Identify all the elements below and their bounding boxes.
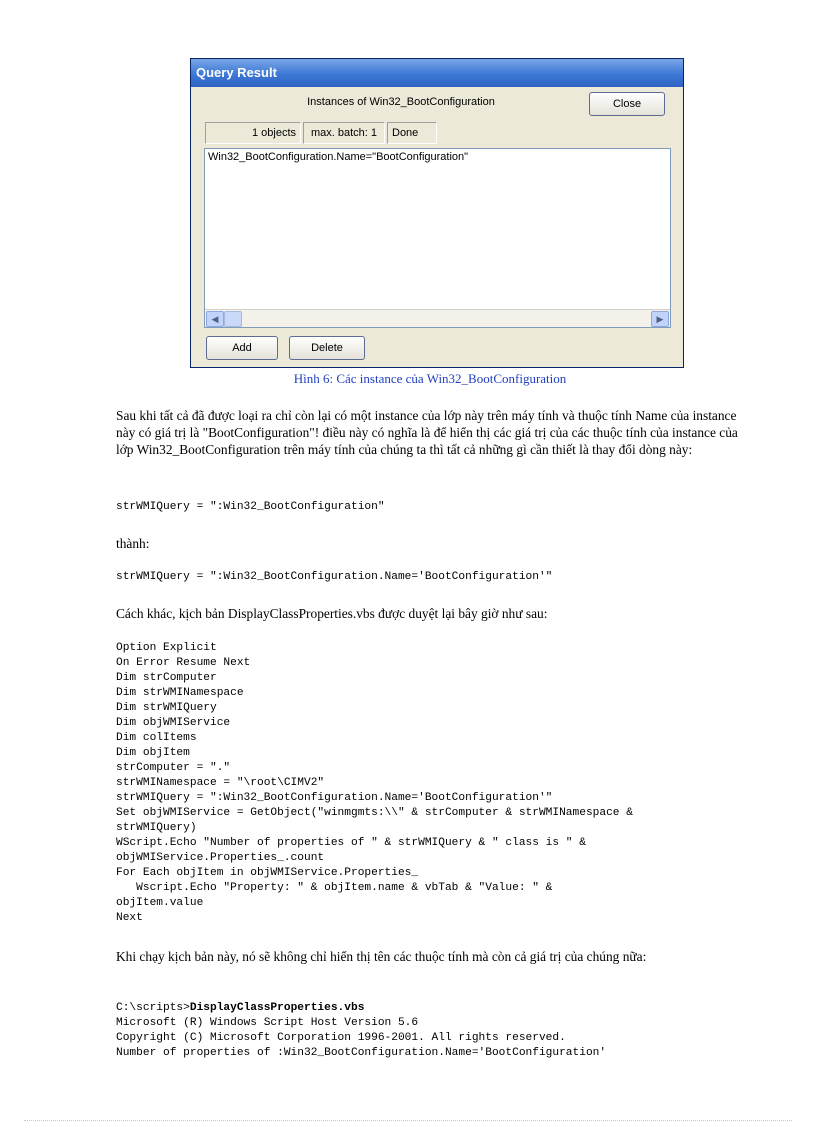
status-bar	[205, 122, 439, 144]
window-title: Query Result	[191, 59, 683, 87]
objects-count: 1 objects	[205, 122, 301, 144]
console-output	[116, 1001, 606, 1061]
scroll-right-icon[interactable]: ▶	[651, 311, 669, 327]
results-list[interactable]	[204, 148, 671, 328]
code-line-new: strWMIQuery = ":Win32_BootConfiguration.Name='BootConfiguration'"	[116, 571, 553, 583]
paragraph-run: Khi chạy kịch bản này, nó sẽ không chỉ hiển thị tên các thuộc tính mà còn cả giá trị của chúng nữa:	[116, 949, 647, 964]
max-batch: max. batch: 1	[303, 122, 385, 144]
dialog-subtitle: Instances of Win32_BootConfiguration	[307, 96, 495, 108]
query-state: Done	[387, 122, 437, 144]
scroll-left-icon[interactable]: ◀	[206, 311, 224, 327]
paragraph-intro: Sau khi tất cả đã được loại ra chỉ còn lại có một instance của lớp này trên máy tính và thuộc tính Name của instance này có giá trị là "BootConfiguration"! điều này có nghĩa là để hiển thị các giá trị của các thuộc tính của instance của lớp Win32_BootConfiguration trên máy tính của chúng ta thì tất cả những gì cần thiết là thay đổi dòng này:	[116, 408, 738, 457]
page-divider	[24, 1120, 792, 1121]
figure-caption: Hình 6: Các instance của Win32_BootConfiguration	[293, 371, 567, 386]
add-button[interactable]: Add	[206, 336, 278, 360]
paragraph-script-intro: Cách khác, kịch bản DisplayClassProperties.vbs được duyệt lại bây giờ như sau:	[116, 606, 548, 621]
close-button[interactable]: Close	[589, 92, 665, 116]
scroll-thumb[interactable]	[224, 311, 242, 327]
console-prompt: C:\scripts>	[116, 1002, 190, 1014]
paragraph-thanh: thành:	[116, 536, 150, 551]
query-result-window	[190, 58, 684, 368]
code-line-original: strWMIQuery = ":Win32_BootConfiguration"	[116, 501, 385, 513]
code-block-script: Option Explicit On Error Resume Next Dim strComputer Dim strWMINamespace Dim strWMIQuery Dim objWMIService Dim colItems Dim objItem strComputer = "." strWMINamespace = "\root\CIMV2" strWMIQuery = ":Win32_BootConfiguration.Name='BootConfiguration'" Set objWMIService = GetObject("winmgmts:\\" & strComputer & strWMINamespace & strWMIQuery) WScript.Echo "Number of properties of " & strWMIQuery & " class is " & objWMIService.Properties_.count For Each objItem in objWMIService.Properties_ Wscript.Echo "Property: " & objItem.name & vbTab & "Value: " & objItem.value Next	[116, 642, 633, 924]
list-item[interactable]: Win32_BootConfiguration.Name="BootConfiguration"	[208, 151, 469, 163]
delete-button[interactable]: Delete	[289, 336, 365, 360]
horizontal-scrollbar[interactable]	[205, 309, 670, 327]
console-command: DisplayClassProperties.vbs	[189, 1002, 365, 1014]
console-lines: Microsoft (R) Windows Script Host Version 5.6 Copyright (C) Microsoft Corporation 1996-2001. All rights reserved. Number of properties of :Win32_BootConfiguration.Name='BootConfiguration'	[116, 1017, 607, 1059]
